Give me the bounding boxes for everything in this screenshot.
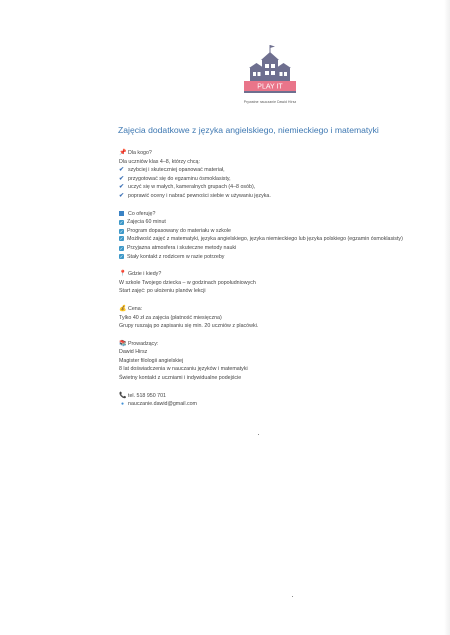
checkbox-icon: ✓ [119,228,124,234]
phone-icon: 📞 [119,392,127,399]
offer-heading-text: Co oferuję? [128,210,156,217]
page-title: Zajęcia dodatkowe z języka angielskiego, niemieckiego i matematyki [118,125,379,135]
offer-item: ✓ Przyjazna atmosfera i skuteczne metody nauki [119,244,237,251]
checkmark-icon: ✔ [119,175,125,182]
teacher-line: Świetny kontakt z uczniami i indywidualne podejście [119,375,242,382]
pushpin-icon: 📌 [119,150,127,156]
checkbox-icon: ✓ [119,219,124,225]
contact-phone [119,392,439,401]
flyer-content [119,149,439,409]
scan-speck [258,434,259,435]
where-line: W szkole Twojego dziecka – w godzinach popołudniowych [119,279,256,286]
checkmark-icon: ✔ [119,192,125,199]
who-item: ✔ uczyć się w małych, kameralnych grupach (4–8 osób), [119,184,256,191]
price-heading-text: Cena: [128,305,143,312]
email-text: nauczanie.dawid@gmail.com [128,401,197,408]
offer-item: ✓ Program dopasowany do materiału w szkole [119,227,231,234]
teacher-line: Dawid Hirsz [119,349,148,356]
contact-email [119,400,439,409]
offer-item: ✓ Zajęcia 60 minut [119,219,166,226]
where-heading [119,270,439,279]
offer-heading [119,210,439,219]
who-item: ✔ poprawić oceny i nabrać pewności siebie w używaniu języka. [119,192,271,199]
who-heading [119,149,439,158]
page-edge [444,0,450,635]
checkmark-icon: ✔ [119,184,125,191]
who-heading-text: Dla kogo? [128,150,152,156]
logo-banner-text: PLAY IT [257,83,283,91]
price-line: Tylko 40 zł za zajęcia (płatność miesięczna) [119,314,222,321]
teacher-heading [119,340,439,349]
books-icon: 📚 [119,340,127,347]
school-logo [230,44,310,104]
checkmark-icon: ✔ [119,167,125,174]
checkbox-icon: ✓ [119,236,124,242]
phone-text: tel. 518 950 701 [128,392,166,399]
teacher-line: 8 lat doświadczenia w nauczaniu języków i matematyki [119,366,248,373]
book-icon [119,211,124,216]
checkbox-icon: ✓ [119,254,124,260]
price-line: Grupy ruszają po zapisaniu się min. 20 uczniów z placówki. [119,323,259,330]
location-pin-icon: 📍 [119,271,127,278]
teacher-heading-text: Prowadzący: [128,340,159,347]
offer-item: ✓ Stały kontakt z rodzicem w razie potrzeby [119,253,225,260]
who-item: ✔ szybciej i skuteczniej opanować materiał, [119,167,225,174]
where-heading-text: Gdzie i kiedy? [128,271,162,278]
offer-item: ✓ Możliwość zajęć z matematyki, języka angielskiego, języka niemieckiego lub języka polskiego (egzamin ósmoklasisty) [119,236,403,243]
bullet-icon: ● [120,401,125,408]
scan-speck [292,596,293,597]
checkbox-icon: ✓ [119,245,124,251]
teacher-line: Magister filologii angielskiej [119,357,184,364]
price-heading [119,305,439,314]
who-item: ✔ przygotować się do egzaminu ósmoklasisty, [119,175,231,182]
who-intro: Dla uczniów klas 4–8, którzy chcą: [119,158,200,165]
money-icon: 💰 [119,305,127,312]
where-line: Start zajęć: po ułożeniu planów lekcji [119,288,206,295]
logo-subtitle: Prywatne nauczanie Dawid Hirsz [243,100,297,104]
